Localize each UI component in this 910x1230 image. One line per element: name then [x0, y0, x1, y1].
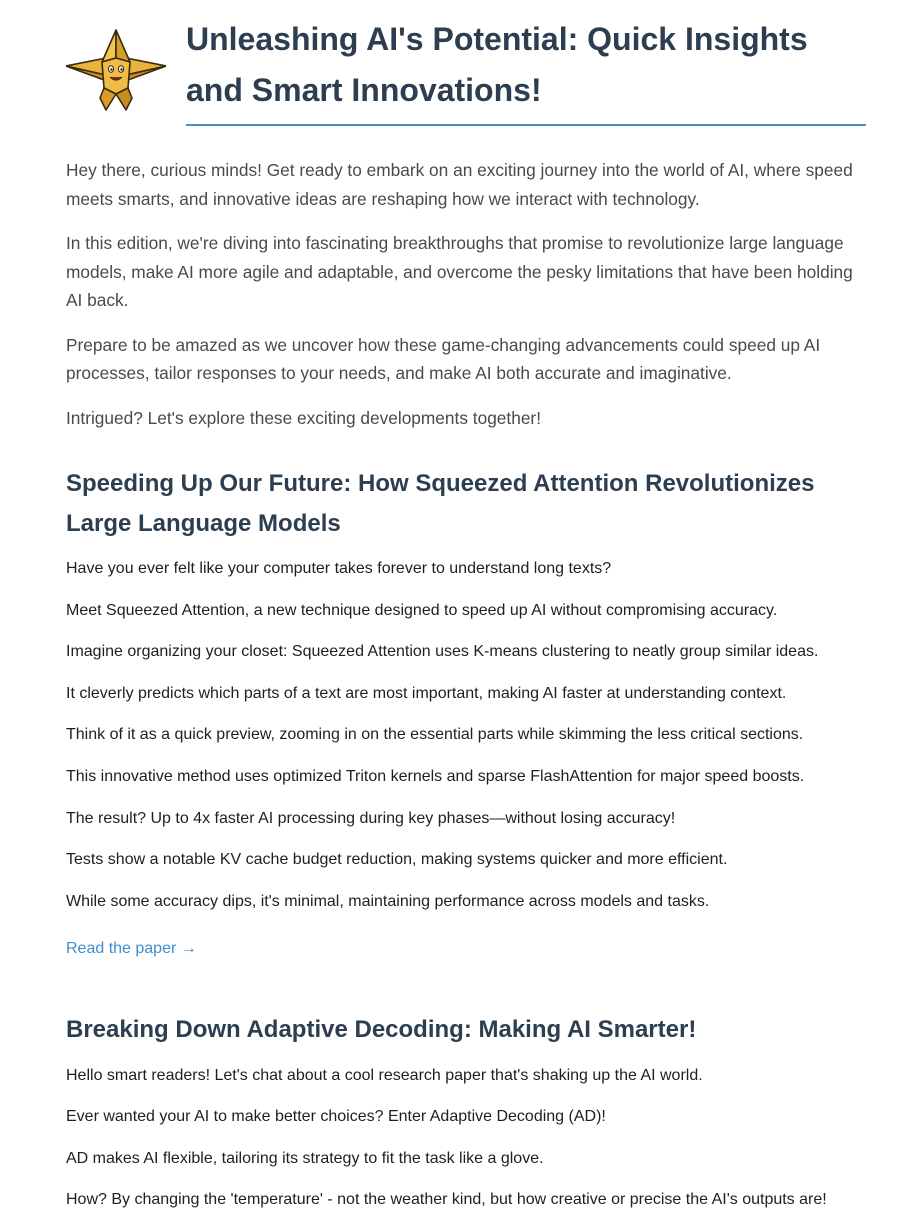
intro-paragraph: Prepare to be amazed as we uncover how these game-changing advancements could speed up AI processes, tailor responses to your needs, and make AI both accurate and imaginative. — [66, 334, 821, 383]
intro — [66, 156, 866, 448]
list-item: Think of it as a quick preview, zooming in on the essential parts while skimming the less critical sections. — [66, 726, 804, 744]
title-divider — [186, 124, 866, 126]
list-item: While some accuracy dips, it's minimal, maintaining performance across models and tasks. — [66, 892, 710, 910]
section-adaptive-decoding — [66, 1010, 866, 1230]
intro-paragraph: In this edition, we're diving into fascinating breakthroughs that promise to revolutionize large language models, make AI more agile and adaptable, and overcome the pesky limitations that have been holding AI back. — [66, 233, 853, 310]
section-title: Breaking Down Adaptive Decoding: Making AI Smarter! — [66, 1016, 697, 1043]
newsletter — [66, 0, 866, 1209]
list-item: Ever wanted your AI to make better choices? Enter Adaptive Decoding (AD)! — [66, 1108, 606, 1126]
section-squeezed-attention — [66, 464, 866, 961]
list-item: The result? Up to 4x faster AI processing during key phases—without losing accuracy! — [66, 809, 676, 827]
list-item: Imagine organizing your closet: Squeezed Attention uses K-means clustering to neatly group similar ideas. — [66, 643, 819, 661]
intro-paragraph: Intrigued? Let's explore these exciting developments together! — [66, 407, 541, 428]
newsletter-title: Unleashing AI's Potential: Quick Insights and Smart Innovations! — [186, 21, 808, 108]
list-item: Have you ever felt like your computer takes forever to understand long texts? — [66, 560, 612, 577]
list-item: Meet Squeezed Attention, a new technique designed to speed up AI without compromising accuracy. — [66, 601, 778, 619]
section-body — [66, 1064, 866, 1230]
section-title: Speeding Up Our Future: How Squeezed Attention Revolutionizes Large Language Models — [66, 470, 815, 537]
intro-paragraph: Hey there, curious minds! Get ready to embark on an exciting journey into the world of AI, where speed meets smarts, and innovative ideas are reshaping how we interact with technology. — [66, 160, 853, 209]
read-paper-link[interactable]: Read the paper → — [66, 940, 197, 958]
list-item: AD makes AI flexible, tailoring its strategy to fit the task like a glove. — [66, 1149, 544, 1167]
list-item: Hello smart readers! Let's chat about a cool research paper that's shaking up the AI world. — [66, 1066, 703, 1084]
list-item: This innovative method uses optimized Triton kernels and sparse FlashAttention for major speed boosts. — [66, 767, 805, 785]
section-body — [66, 557, 866, 931]
origami-star-mascot-icon — [66, 28, 166, 112]
list-item: It cleverly predicts which parts of a text are most important, making AI faster at understanding context. — [66, 684, 787, 702]
newsletter-header — [66, 0, 866, 127]
list-item: How? By changing the 'temperature' - not the weather kind, but how creative or precise the AI's outputs are! — [66, 1191, 827, 1209]
list-item: Tests show a notable KV cache budget reduction, making systems quicker and more efficient. — [66, 851, 728, 869]
